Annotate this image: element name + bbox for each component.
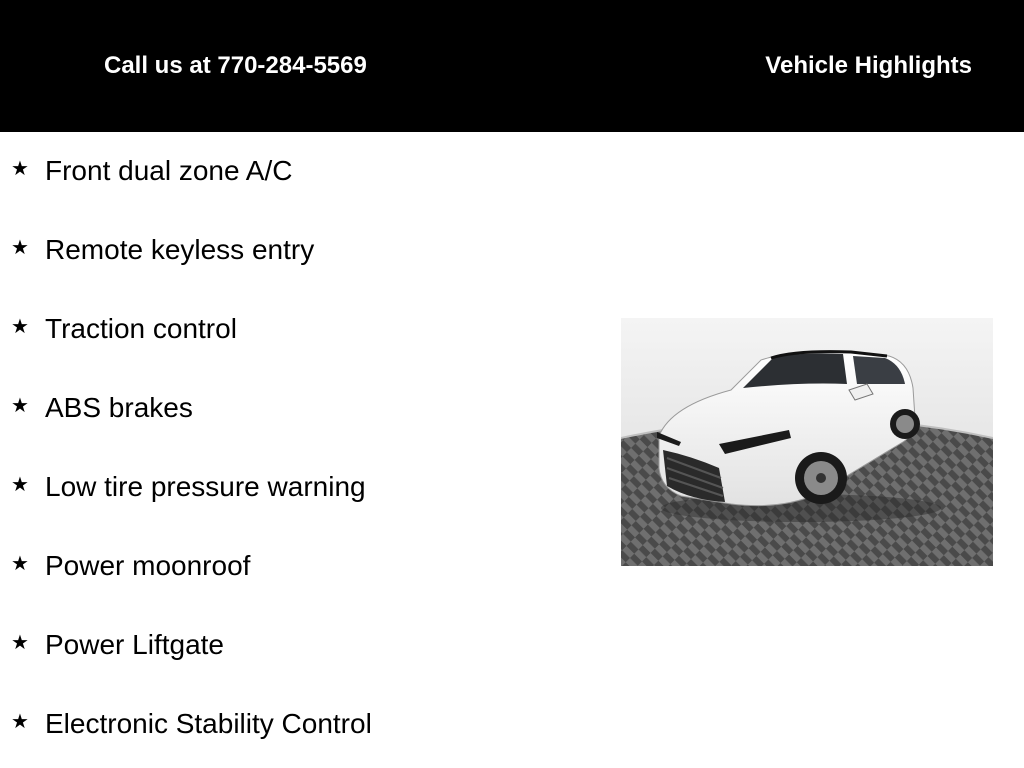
feature-label: ABS brakes: [45, 392, 193, 423]
star-icon: ★: [11, 235, 29, 259]
star-icon: ★: [11, 630, 29, 654]
star-icon: ★: [11, 709, 29, 733]
feature-item: [0, 448, 600, 527]
feature-list: [0, 132, 600, 764]
feature-label: Remote keyless entry: [45, 234, 315, 265]
feature-label: Power Liftgate: [45, 629, 224, 660]
feature-label: Power moonroof: [45, 550, 251, 581]
feature-label: Front dual zone A/C: [45, 155, 293, 186]
header-bar: [0, 0, 1024, 132]
feature-label: Low tire pressure warning: [45, 471, 366, 502]
star-icon: ★: [11, 551, 29, 575]
star-icon: ★: [11, 314, 29, 338]
vehicle-photo-image: [621, 318, 993, 566]
star-icon: ★: [11, 156, 29, 180]
feature-item: [0, 211, 600, 290]
feature-item: [0, 132, 600, 211]
vehicle-photo[interactable]: [621, 318, 993, 566]
feature-item: [0, 369, 600, 448]
feature-label: Electronic Stability Control: [45, 708, 372, 739]
feature-item: [0, 606, 600, 685]
vehicle-highlights-title: Vehicle Highlights: [765, 52, 972, 79]
phone-number[interactable]: Call us at 770-284-5569: [104, 52, 367, 79]
feature-item: [0, 290, 600, 369]
feature-item: [0, 527, 600, 606]
star-icon: ★: [11, 393, 29, 417]
feature-label: Traction control: [45, 313, 237, 344]
feature-item: [0, 685, 600, 764]
star-icon: ★: [11, 472, 29, 496]
